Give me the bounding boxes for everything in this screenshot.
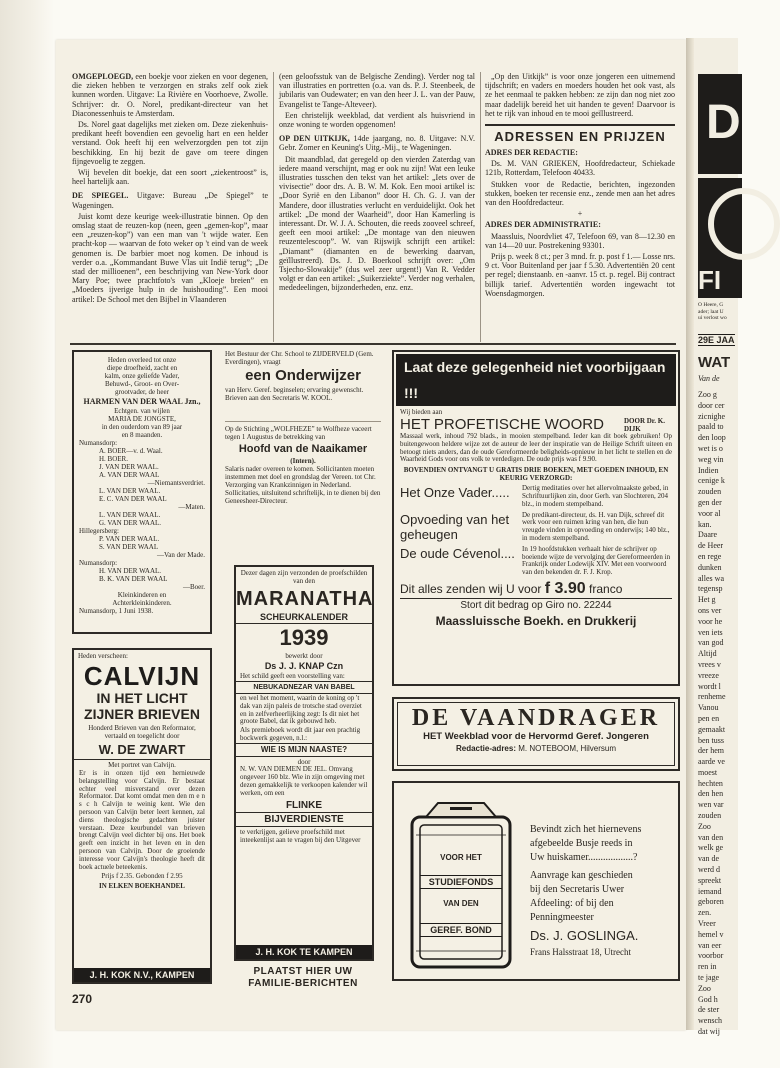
edge-text-line: welk ge (698, 843, 724, 853)
edge-text-line: zen. (698, 908, 712, 918)
calvijn-author: W. DE ZWART (98, 742, 186, 757)
jar-label: STUDIEFONDS (420, 875, 502, 889)
edge-text-line: pen en (698, 713, 720, 723)
edge-text-line: voor al (698, 508, 721, 518)
edge-text-line: de ster (698, 1005, 720, 1015)
editorial-note: Stukken voor de Redactie, berichten, ingezonden stukken, boeken ter recensie enz., zende men aan het adres van den Hoofdredacteur. (485, 179, 675, 208)
edge-text-line: te jage (698, 973, 720, 983)
offer-text: franco (589, 581, 623, 596)
vacancy-intro: Op de Stichting „WOLFHEZE” te Wolfheze vaceert tegen 1 Augustus de betrekking van (225, 425, 372, 441)
masthead-letter: D (706, 96, 741, 149)
relative-name: —Boer. (183, 583, 205, 591)
offer-text: Dit alles zenden wij U voor (400, 581, 542, 596)
ad-banner: Laat deze gelegenheid niet voorbijgaan !!! (396, 354, 676, 406)
edge-text-line: dunken (698, 562, 722, 572)
calvijn-portrait-note: Met portret van Calvijn. (74, 759, 210, 769)
edge-text-line: tegensp (698, 584, 723, 594)
edge-text-line: Zoo (698, 821, 711, 831)
intro-line: kalm, onze geliefde Vader, (104, 372, 180, 380)
edge-text-line: den hen (698, 789, 724, 799)
edge-text-line: voorbor (698, 951, 724, 961)
bonus-book (400, 485, 672, 508)
relative-name: A. VAN DER WAAL (99, 471, 160, 479)
edge-text-line: zouden (698, 487, 722, 497)
book-author: DOOR Dr. K. DIJK (624, 417, 665, 433)
next-page-edge (694, 38, 741, 1037)
review-text: Een christelijk weekblad, dat verdient als huisvriend in onze woning te worden opgenomen! (279, 110, 475, 130)
edge-text-line: den loop (698, 433, 726, 443)
edge-text-line: door cer (698, 400, 725, 410)
studiefonds-line: Bevindt zich het hiernevens (530, 824, 642, 835)
editorial-address: Ds. M. VAN GRIEKEN, Hoofdredacteur, Schiekade 121b, Rotterdam, Telefoon 40433. (485, 159, 675, 178)
book-description: Massaal werk, inhoud 792 blads., in mooien stempelband. Ieder kan dit boek gebruiken! Op buitengewoon heldere wijze zet de auteur de leer der inspiratie van de Heilige Schrift uiteen en betoogt niets anders, dan de oude Gereformeerde beligheids-opnieuw in het licht te stellen en de Waarheid Gods voor ons volk te verdedigen. De oude prijs was f 9.90. (400, 432, 672, 464)
studiefonds-text (530, 823, 674, 959)
edge-text-line: ben tuss (698, 735, 724, 745)
book-reviews-column-1 (72, 72, 268, 304)
book-title: HET PROFETISCHE WOORD (400, 416, 604, 433)
administration-heading: ADRES DER ADMINISTRATIE: (485, 220, 601, 230)
section-rule (70, 343, 676, 345)
vacancy-body: Salaris nader overeen te komen. Sollicitanten moeten instemmen met doel en grondslag der Vereen. tot Chr. Verzorging van Krankzinnigen in Nederland. Sollicitaties, uitsluitend schriftelijk, in te dienen bij den Geneesheer-Directeur. (225, 465, 381, 505)
relative-name: A. BOER—v. d. Waal. (99, 447, 163, 455)
publisher-firm: Maassluissche Boekh. en Drukkerij (435, 613, 637, 628)
edge-text-line: iemand (698, 886, 722, 896)
vaandrager-ad (392, 697, 680, 771)
relatives-list (79, 567, 205, 591)
review-title-omgeploegd: OMGEPLOEGD, (72, 72, 134, 81)
masthead-letters: FI (698, 265, 722, 295)
edge-text-line: Altijd (698, 649, 717, 659)
address-label: Redactie-adres: (455, 744, 516, 753)
vaandrager-subtitle: HET Weekblad voor de Hervormd Geref. Jongeren (423, 731, 649, 742)
edge-text-line: alles wa (698, 573, 724, 583)
calvijn-title-line: IN HET LICHT (96, 690, 188, 706)
studiefonds-line: bij den Secretaris Uwer (530, 884, 625, 895)
edge-text-line: wordt l (698, 681, 721, 691)
maranatha-text: N. W. VAN DIEMEN DE JEL. Omvang ongeveer 160 blz. Wie in zijn omgeving met dezen gemakkelijk te verkoopen kalender wil werken, om een (240, 765, 368, 797)
jar-label: VAN DEN (443, 899, 479, 908)
vacancy-title: een Onderwijzer (245, 367, 361, 384)
announcement-intro (79, 356, 205, 396)
edge-text-line: der hem (698, 746, 724, 756)
age-line: in den ouderdom van 89 jaar (101, 423, 183, 431)
year-line: 29E JAA (698, 335, 735, 345)
age-line: en 8 maanden. (121, 431, 163, 439)
edge-text-line: ons ver (698, 605, 722, 615)
edge-text-line: gen der (698, 497, 722, 507)
review-text: een boekje voor zieken en voor degenen, die zieken hebben te verzorgen en straks zelf ook ziek kunnen worden. Uitgave: La Rivière en Voorhoeve, Zwolle. Schrijver: dr. O. Norel, predikant-directeur van het Diaconessenhuis te Amsterdam. (72, 72, 268, 118)
callout-line: FAMILIE-BERICHTEN (248, 978, 358, 989)
review-text: Dit maandblad, dat geregeld op den vierden Zaterdag van iedere maand verschijnt, mag er ook nu zijn! Wat een leuke illustraties tusschen den tekst van het artikel: „Iets over de vivisectie” door drs. A. B. W. M. Kok. Een mooi artikel is: „Door Syrië en den Libanon” door H. Ch. G. J. van der Mandere, door illustraties verlucht en verduidelijkt. Ook het artikel: „De mond der Waarheid”, door Han Kamerling is interessant. Dr. W. J. A. Schouten, die reeds zooveel schreef, geeft een mooi artikel: „De montage van den nieuwen reuzentelescoop”. W. van Rijswijk schrijft een artikel: „Diamant” (diamanten en de bewerking daarvan, geïllustreerd). Ds. J. D. Boerkool schrijft over: „Om Tsjecho-Slowakije” (dus wel zeer urgent!) Van R. Vedder volgt er dan een artikel: „Suikerziekte”. Verder nog verhalen, mededeelingen, bijzonderheden, enz. enz. (279, 154, 475, 293)
article-text-edge (698, 390, 738, 1038)
wolfheze-vacancy-ad (225, 425, 381, 505)
edge-text-line: hemel v (698, 929, 724, 939)
calvijn-subtitle: Honderd Brieven van den Reformator, vertaald en toegelicht door (88, 724, 196, 740)
place-label: Numansdorp: (79, 439, 118, 447)
edge-text-line: wen var (698, 800, 724, 810)
relative-name: J. VAN DER WAAL. (99, 463, 159, 471)
prices-text: Prijs p. week 8 ct.; per 3 mnd. fr. p. post f 1.— Losse nrs. 9 ct. Voor Buitenland per jaar f 5.30. Advertentiën 20 cent per regel; dienstaanb. en -aanvr. 15 ct. p. regel. Bij contract billijk tarief. Advertentiën worden ingewacht tot Woensdagmorgen. (485, 252, 675, 298)
relative-name: B. K. VAN DER WAAL (99, 575, 168, 583)
relative-name: H. VAN DER WAAL. (99, 567, 162, 575)
grandchildren-line: Achterkleinkinderen. (112, 599, 172, 607)
edge-text-line: God h (698, 994, 718, 1004)
calvijn-price: Prijs f 2.35. Gebonden f 2.95 (101, 872, 183, 881)
relative-name: S. VAN DER WAAL (99, 543, 159, 551)
inner-frame (397, 702, 675, 766)
review-text: „Op den Uitkijk” is voor onze jongeren een uitnemend tijdschrift; en vaders en moeders houden het ook vast, als ze het eenmaal te pakken hebben: ze zijn dan nog niet zoo maar dadelijk bereid het uit handen te geven! Daarvoor is het te rijk van inhoud en te mooi geïllustreerd. (485, 72, 675, 118)
review-text: Uitgave: Bureau „De Spiegel” te Wageningen. (72, 191, 268, 210)
motto-text (698, 302, 738, 322)
maranatha-by: door (297, 758, 311, 767)
announcement-date: Numansdorp, 1 Juni 1938. (79, 607, 154, 615)
review-text: Juist komt deze keurige week-illustratie binnen. Op den omslag staat de reuzen-kop (neen, geen „gemen-kop”, maar een „reuzen-kop”) van een man van 't wijde water. Een pracht-kop — waarvan de foto weker op 't eind van de week genomen is. De barbier moet nog komen. De inhoud is verder o.a. „Kommandant Buwe Vlas uit Indië terug”; „De stad der millioenen”, een beschrijving van New-York door Mary Poe; twee prachtfoto's van „Kloeje breien” en „Moeders ijverige hulp in de huishouding”. Een mooi artikel: De School met den Bijbel in Vlaanderen (72, 211, 268, 304)
relative-name: E. C. VAN DER WAAL (99, 495, 167, 503)
motto-line: O Heere, G (698, 302, 724, 308)
studiefonds-line: Afdeeling: of bij den (530, 898, 614, 909)
bonus-book-text: De predikant-directeur, ds. H. van Dijk, schreef dit werk voor een ruimen kring van hen, die hun vreugde vinden in opvoeding en onderwijs; 140 blz., in modern stempelband. (522, 510, 670, 542)
intro-line: grootvader, de heer (115, 388, 169, 396)
maranatha-band: BIJVERDIENSTE (236, 812, 372, 827)
address-value: M. NOTEBOOM, Hilversum (518, 744, 617, 753)
edge-text-line: dat wij (698, 1027, 720, 1037)
motto-line: ader; laat U (698, 308, 724, 315)
spouse-line: Echtgen. van wijlen (114, 407, 170, 415)
edge-text-line: hechten (698, 778, 723, 788)
bonus-book-title: Het Onze Vader..... (400, 485, 510, 501)
edge-text-line: van den (698, 832, 724, 842)
jar-label: VOOR HET (440, 853, 482, 862)
jar-label: GEREF. BOND (420, 923, 502, 937)
addresses-section (485, 124, 675, 298)
column-rule (273, 72, 274, 342)
maranatha-intro: Dezer dagen zijn verzonden de proefschilden van den (240, 569, 368, 585)
maranatha-year: 1939 (279, 625, 329, 650)
giro-line: Stort dit bedrag op Giro no. 22244 (400, 598, 672, 613)
treasurer-name: Ds. J. GOSLINGA. (530, 928, 639, 943)
edge-text-line: Zoo g (698, 390, 717, 399)
edge-text-line: werd d (698, 865, 720, 875)
page-number: 270 (72, 992, 93, 1006)
maranatha-text: Het schild geeft een voorstelling van: (240, 672, 345, 680)
book-reviews-column-2 (279, 72, 475, 293)
edge-text-line: wensch (698, 1016, 722, 1026)
vaandrager-title: DE VAANDRAGER (411, 705, 661, 731)
relative-name: L. VAN DER WAAL. (99, 511, 161, 519)
vacancy-title: Hoofd van de Naaikamer (238, 443, 368, 455)
review-text: Ds. Norel gaat dagelijks met zieken om. Deze ziekenhuis-predikant heeft bovendien een gevoelig hart en een helder verstand. Ook heeft hij een welverzorgden pen tot zijn beschikking. En hij bezit de gave om teere dingen fijngevoelig te zeggen. (72, 120, 268, 166)
studiefonds-ad (392, 781, 680, 981)
maranatha-text: te verkrijgen, gelieve proefschild met inteekenlijst aan te vragen bij den Uitgever (240, 828, 361, 845)
vacancy-body: van Herv. Geref. beginselen; ervaring gewenscht. Brieven aan den Secretaris W. KOOL. (225, 386, 364, 402)
maranatha-band: FLINKE (285, 800, 323, 812)
divider-plus: + (577, 209, 583, 219)
vacancy-subtitle: (Intern). (290, 457, 316, 465)
studiefonds-line: Aanvrage kan geschieden (530, 870, 633, 881)
maranatha-title: MARANATHA (236, 588, 374, 610)
maranatha-text: en wel het moment, waarin de koning op 't dak van zijn paleis de trotsche stad overziet en in zelfverheerlijking zegt: Is dit niet het groote Babel, dat ik gebouwd heb. (240, 694, 362, 726)
teacher-vacancy-ad (225, 350, 381, 402)
edge-text-line: wet is o (698, 443, 723, 453)
maranatha-subtitle: SCHEURKALENDER (236, 611, 372, 624)
edge-text-line: paald to (698, 422, 724, 432)
relative-name: H. BOER. (99, 455, 128, 463)
relative-name: P. VAN DER WAAL. (99, 535, 160, 543)
bonus-book (400, 512, 672, 543)
review-text: Wij bevelen dit boekje, dat een soort „ziekentroost” is, heel hartelijk aan. (72, 168, 268, 187)
review-title-de-spiegel: DE SPIEGEL. (72, 191, 129, 201)
calvijn-stores: IN ELKEN BOEKHANDEL (99, 882, 185, 891)
relative-name: G. VAN DER WAAL. (99, 519, 162, 527)
relative-name: —Niemantsverdriet. (147, 479, 205, 487)
edge-text-line: renheme (698, 692, 726, 702)
bonus-book-title: De oude Cévenol.... (400, 545, 515, 561)
offer-intro: Wij bieden aan (400, 408, 443, 416)
bonus-book-title: Opvoeding van het geheugen (400, 511, 510, 542)
collection-box-illustration (406, 795, 516, 971)
ad-intro: Heden verscheen: (78, 652, 128, 660)
addresses-heading: ADRESSEN EN PRIJZEN (494, 129, 666, 145)
relative-name: —Maten. (178, 503, 205, 511)
edge-text-line: moest (698, 767, 718, 777)
place-label: Hillegersberg: (79, 527, 119, 535)
studiefonds-line: Penningmeester (530, 912, 594, 923)
page-fold (686, 38, 694, 1030)
relatives-list (79, 535, 205, 559)
edge-text-line: zouden (698, 811, 722, 821)
edge-text-line: aarde ve (698, 757, 725, 767)
edge-text-line: van eer (698, 940, 722, 950)
bonus-book-text: Dertig meditaties over het allervolmaakste gebed, in Schriftuurlijken zin, door Gerh. van Slochteren, 204 blz., in modern stempelband. (522, 484, 669, 508)
maranatha-by: bewerkt door (285, 652, 323, 660)
administration-address: Maassluis, Noordvliet 47, Telefoon 69, van 8—12.30 en van 14—20 uur. Postrekening 93301. (485, 231, 675, 250)
review-text: (een geloofsstuk van de Belgische Zending). Verder nog tal van illustraties en portretten (o.a. van ds. P. J. Steenbeek, de jubilaris van Oudewater; en van den heer J. L. van der Pauw, Evangelist te Tange-Alteveer). (279, 72, 475, 109)
edge-text-line: gemaakt (698, 724, 726, 734)
edge-text-line: cenige k (698, 476, 725, 486)
review-text: 14de jaargang, no. 8. Uitgave: N.V. Gebr. Zomer en Keuning's Uitg.-Mij., te Wageningen. (279, 134, 476, 153)
maranatha-text: Als premieboek wordt dit jaar een prachtig bockwerk gegeven, n.l.: (240, 726, 361, 743)
vacancy-intro: Het Bestuur der Chr. School te ZIJDERVELD (Gem. Everdingen), vraagt (225, 350, 374, 366)
edge-text-line: Vreer (698, 919, 716, 929)
edge-text-line: ven iets (698, 627, 723, 637)
edge-text-line: Vanou (698, 703, 719, 713)
studiefonds-line: Uw huiskamer..................? (530, 852, 638, 863)
review-title-op-den-uitkijk: OP DEN UITKIJK, (279, 134, 350, 144)
article-heading: WAT (698, 354, 731, 371)
calvijn-publisher: J. H. KOK N.V., KAMPEN (74, 968, 210, 982)
offer-price: f 3.90 (544, 579, 586, 597)
edge-text-line: voor he (698, 616, 723, 626)
edge-text-line: Indien (698, 465, 719, 475)
studiefonds-line: afgebeelde Busje reeds in (530, 838, 633, 849)
relative-name: —Van der Made. (156, 551, 205, 559)
edge-text-line: de Heer (698, 541, 724, 551)
edge-text-line: zicnighe (698, 411, 726, 421)
offer-line (400, 580, 672, 598)
place-label: Numansdorp: (79, 559, 118, 567)
motto-line: ui verlost wo (698, 315, 727, 321)
maranatha-band: WIE IS MIJN NAASTE? (236, 743, 372, 757)
edge-text-line: Zoo (698, 983, 711, 993)
bonus-book-text: In 19 hoofdstukken verhaalt hier de schrijver op boeiende wijze de vervolging der Gereformeerden in Frankrijk onder Lodewijk XIV. Met een voorwoord van den bekenden dr. F. J. Krop. (522, 544, 671, 577)
edge-text-line: en rege (698, 551, 722, 561)
maranatha-band: NEBUKADNEZAR VAN BABEL (236, 681, 372, 694)
edge-text-line: geboren (698, 897, 724, 907)
edge-text-line: spreekt (698, 875, 722, 885)
edge-text-line: van god (698, 638, 724, 648)
intro-line: diepe droefheid, zacht en (106, 364, 178, 372)
deceased-name: HARMEN VAN DER WAAL Jzn., (83, 397, 201, 406)
book-reviews-column-3 (485, 72, 675, 298)
spouse-name: MARIA DE JONGSTE, (108, 415, 176, 423)
callout-line: PLAATST HIER UW (253, 966, 353, 977)
edge-text-line: kan. (698, 519, 712, 529)
calvijn-title: CALVIJN (83, 661, 201, 691)
relative-name: L. VAN DER WAAL. (99, 487, 161, 495)
editorial-address-heading: ADRES DER REDACTIE: (485, 148, 578, 158)
bonus-books-note: BOVENDIEN ONTVANGT U GRATIS DRIE BOEKEN, MET GOEDEN INHOUD, EN KEURIG VERZORGD: (403, 466, 669, 483)
grandchildren-line: Kleinkinderen en (117, 591, 167, 599)
intro-line: Behuwd-, Groot- en Over- (104, 380, 180, 388)
ad-rule (225, 421, 381, 422)
maranatha-publisher: J. H. KOK TE KAMPEN (236, 945, 372, 959)
treasurer-address: Frans Halsstraat 18, Utrecht (530, 947, 631, 957)
edge-text-line: Daare (698, 530, 718, 540)
emblem-ring (708, 188, 780, 260)
calvijn-body: Er is in onzen tijd een hernieuwde belangstelling voor Calvijn. Er bestaat echter veel misverstand over dezen Reformator. Dat komt omdat men den m e n s c h Calvijn te weinig kent. Wie den persoon van Calvijn beter leert kennen, zal diens theologische gedachten juister verstaan. Deze keurbundel van brieven brengt Calvijn veel dichter bij ons. Het boek geeft een inzicht in het leven en in den persoon van Calvijn. Door de groeiende interesse voor Calvijn's theologie heeft dit boek actuele beteekenis. (79, 769, 205, 871)
intro-line: Heden overleed tot onze (107, 356, 177, 364)
calvijn-book-ad (72, 648, 212, 984)
maranatha-calendar-ad (234, 565, 374, 961)
book-gutter-shadow (0, 0, 54, 1068)
edge-text-line: vreeze (698, 670, 719, 680)
edge-text-line: ren in (698, 962, 717, 972)
calvijn-title-line: ZIJNER BRIEVEN (84, 706, 200, 722)
edge-text-line: weg vin (698, 454, 724, 464)
maranatha-author: Ds J. J. KNAP Czn (264, 661, 344, 671)
article-subheading: Van de (698, 374, 720, 383)
family-announcement (72, 350, 212, 634)
edge-text-line: Het g (698, 595, 716, 605)
column-rule (480, 72, 481, 342)
edge-text-line: vrees v (698, 659, 721, 669)
family-announcement-callout (225, 966, 381, 990)
profetisch-woord-ad (392, 350, 680, 686)
bonus-book (400, 546, 672, 577)
relatives-list (79, 447, 205, 527)
edge-text-line: van de (698, 854, 720, 864)
